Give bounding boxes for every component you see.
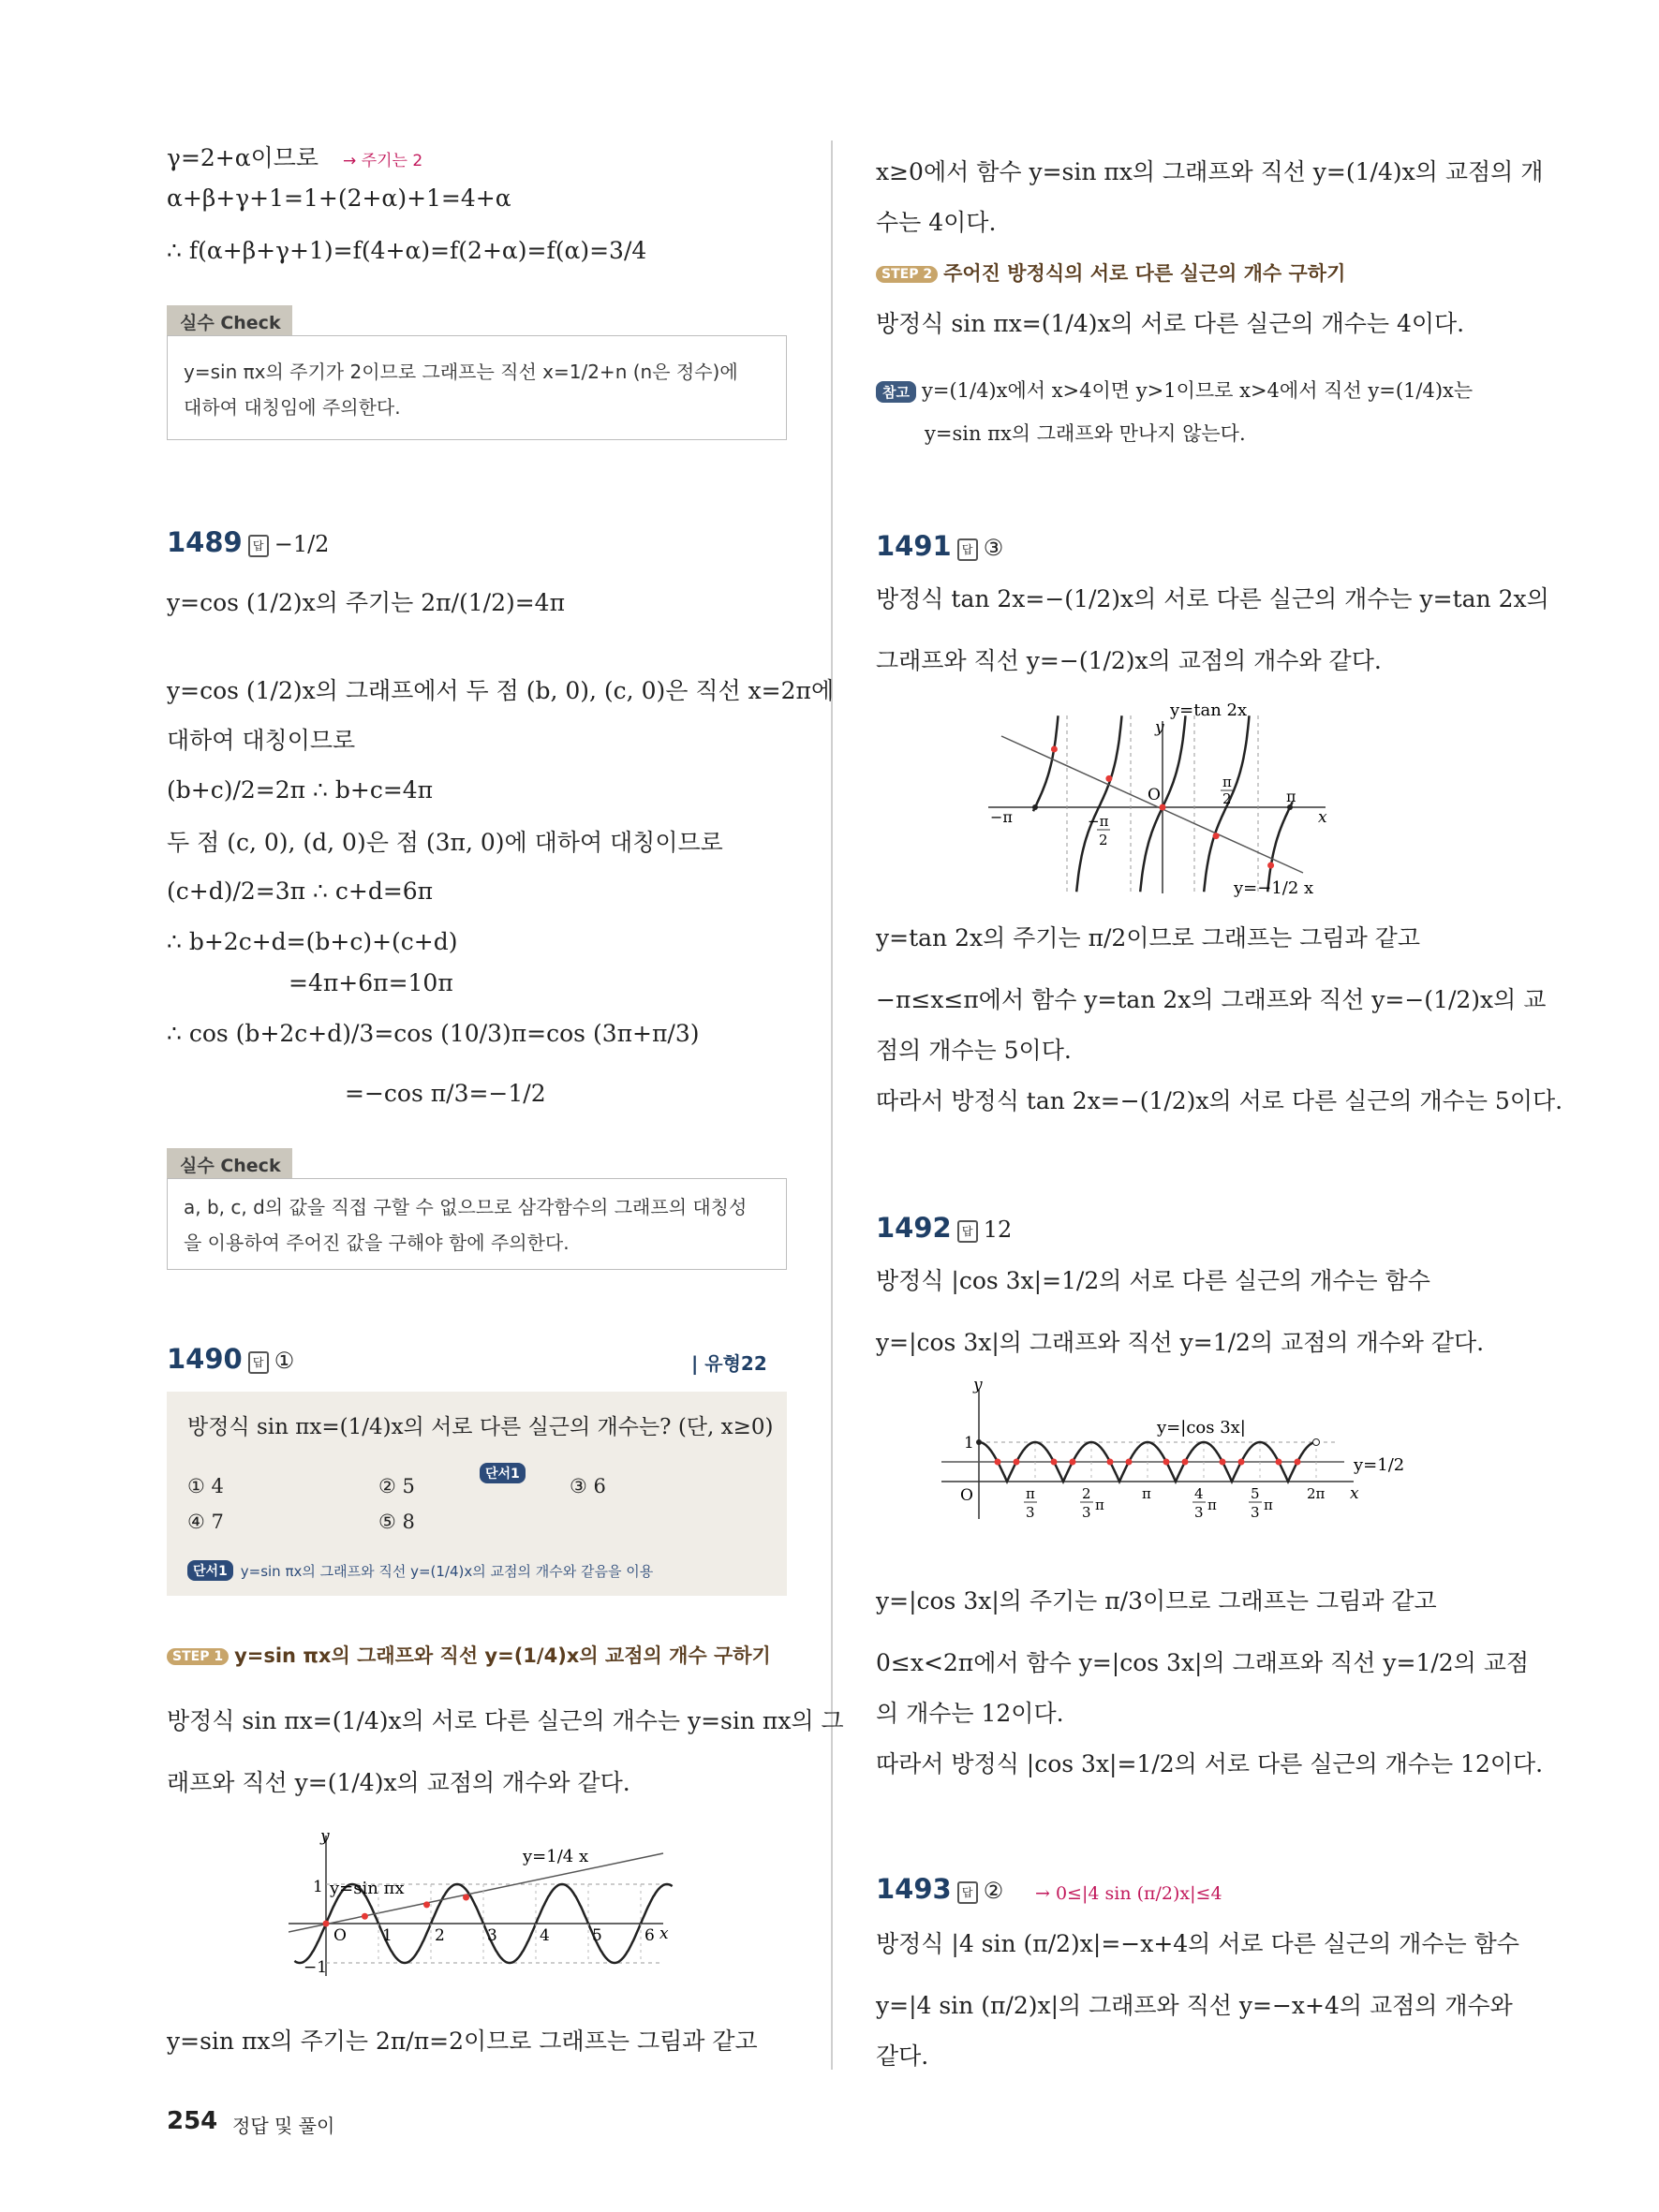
p1489-line-10: =−cos π/3=−1/2	[345, 1080, 546, 1107]
p1489-line-4: (b+c)/2=2π ∴ b+c=4π	[167, 776, 434, 804]
problem-1491-header: 1491 답 ③	[876, 530, 1004, 562]
range-note: → 0≤|4 sin (π/2)x|≤4	[1035, 1883, 1222, 1904]
svg-text:3: 3	[1251, 1504, 1260, 1521]
p1493-line-1: 방정식 |4 sin (π/2)x|=−x+4의 서로 다른 실근의 개수는 함수	[876, 1930, 1519, 1957]
cos-intersection-11	[1295, 1459, 1301, 1466]
sin-tick-1: 1	[382, 1926, 393, 1945]
svg-text:4: 4	[1194, 1485, 1204, 1502]
p1491-line-2: 그래프와 직선 y=−(1/2)x의 교점의 개수와 같다.	[876, 647, 1382, 674]
p1489-line-8: =4π+6π=10π	[289, 969, 453, 996]
tan-branch-1	[1076, 715, 1121, 892]
step2-heading: STEP 2 주어진 방정식의 서로 다른 실근의 개수 구하기	[876, 258, 1345, 287]
chamgo-note: 참고 y=(1/4)x에서 x>4이면 y>1이므로 x>4에서 직선 y=(1/4)x는	[876, 378, 1473, 404]
svg-text:π: π	[1264, 1497, 1273, 1513]
check-text: y=sin πx의 주기가 2이므로 그래프는 직선 x=1/2+n (n은 정수)에 대하여 대칭임에 주의한다.	[184, 361, 738, 419]
cos-intersection-7	[1182, 1459, 1189, 1466]
problem-1493-header: 1493 답 ②	[876, 1873, 1004, 1905]
problem-1490-header: 1490 답 ①	[167, 1343, 295, 1375]
cos-intersection-5	[1126, 1459, 1133, 1466]
step1-line-2: 래프와 직선 y=(1/4)x의 교점의 개수와 같다.	[167, 1769, 630, 1796]
sin-graph	[289, 1826, 832, 1995]
p1492-line-5: 의 개수는 12이다.	[876, 1700, 1064, 1727]
question-text: 방정식 sin πx=(1/4)x의 서로 다른 실근의 개수는? (단, x≥0)	[187, 1415, 774, 1439]
cos-intersection-2	[1051, 1459, 1058, 1466]
answer-icon: 답	[957, 1881, 978, 1904]
cos-intersection-3	[1070, 1459, 1076, 1466]
answer-icon: 답	[248, 1351, 269, 1374]
p1489-line-1: y=cos (1/2)x의 주기는 2π/(1/2)=4π	[167, 589, 566, 616]
answer-icon: 답	[957, 1220, 978, 1243]
svg-text:1: 1	[313, 1878, 323, 1896]
p1489-line-7: ∴ b+2c+d=(b+c)+(c+d)	[167, 928, 458, 955]
svg-text:x: x	[659, 1924, 669, 1943]
svg-text:π: π	[1286, 788, 1296, 805]
hint-line: 단서1 y=sin πx의 그래프와 직선 y=(1/4)x의 교점의 개수와 같음을 이용	[187, 1555, 653, 1582]
chamgo-note-2: y=sin πx의 그래프와 만나지 않는다.	[925, 422, 1246, 445]
cos-intersection-6	[1163, 1459, 1170, 1466]
svg-text:y: y	[320, 1827, 330, 1846]
choice-3[interactable]: ③ 6	[570, 1475, 606, 1497]
tan-curve-label: y=tan 2x	[1170, 700, 1248, 720]
p1492-line-4: 0≤x<2π에서 함수 y=|cos 3x|의 그래프와 직선 y=1/2의 교점	[876, 1649, 1530, 1676]
sin-intersection-1	[362, 1913, 368, 1920]
p1489-line-3: 대하여 대칭이므로	[167, 727, 356, 754]
type-label: | 유형22	[691, 1352, 767, 1375]
p1491-line-4: −π≤x≤π에서 함수 y=tan 2x의 그래프와 직선 y=−(1/2)x의 교	[876, 986, 1547, 1013]
choice-5[interactable]: ⑤ 8	[378, 1511, 415, 1533]
cos-intersection-8	[1220, 1459, 1226, 1466]
svg-text:π: π	[1222, 774, 1232, 790]
svg-text:π: π	[1207, 1497, 1217, 1513]
svg-text:π: π	[1095, 1497, 1104, 1513]
sin-intersection-3	[463, 1894, 469, 1900]
tan-intersection-1	[1105, 775, 1112, 782]
period-note: → 주기는 2	[343, 152, 423, 170]
svg-text:3: 3	[1194, 1504, 1204, 1521]
problem-1489-header: 1489 답 −1/2	[167, 526, 330, 558]
column-divider	[831, 140, 833, 2070]
svg-text:π: π	[1026, 1485, 1035, 1502]
sin-curve-label: y=sin πx	[330, 1879, 405, 1898]
sin-tick-3: 3	[487, 1926, 497, 1945]
tan-intersection-2	[1160, 804, 1166, 811]
p1489-line-9: ∴ cos (b+2c+d)/3=cos (10/3)π=cos (3π+π/3)	[167, 1020, 700, 1047]
sin-intersection-2	[423, 1901, 430, 1908]
step1-heading: STEP 1 y=sin πx의 그래프와 직선 y=(1/4)x의 교점의 개수 구하기	[167, 1641, 771, 1669]
p1493-line-3: 같다.	[876, 2042, 929, 2070]
cos-intersection-10	[1276, 1459, 1282, 1466]
p1492-line-3: y=|cos 3x|의 주기는 π/3이므로 그래프는 그림과 같고	[876, 1587, 1437, 1615]
p1493-line-2: y=|4 sin (π/2)x|의 그래프와 직선 y=−x+4의 교점의 개수와	[876, 1992, 1513, 2019]
cos-intersection-4	[1107, 1459, 1114, 1466]
dan-badge: 단서1	[480, 1457, 526, 1484]
p1491-line-6: 따라서 방정식 tan 2x=−(1/2)x의 서로 다른 실근의 개수는 5이다.	[876, 1087, 1563, 1114]
svg-text:2: 2	[1082, 1485, 1091, 1502]
abs-cos-graph	[941, 1379, 1429, 1556]
p1491-line-5: 점의 개수는 5이다.	[876, 1037, 1072, 1064]
svg-text:3: 3	[1026, 1504, 1035, 1521]
svg-text:y: y	[973, 1379, 983, 1394]
sin-tick-2: 2	[435, 1926, 445, 1945]
cos-line-label: y=1/2	[1354, 1455, 1405, 1475]
cos-intersection-1	[1014, 1459, 1020, 1466]
svg-text:3: 3	[1082, 1504, 1091, 1521]
choice-1[interactable]: ① 4	[187, 1475, 224, 1497]
p1492-line-6: 따라서 방정식 |cos 3x|=1/2의 서로 다른 실근의 개수는 12이다.	[876, 1750, 1544, 1777]
r1490-line-2: 수는 4이다.	[876, 209, 997, 236]
page-number: 254	[167, 2107, 218, 2135]
svg-text:2: 2	[1099, 832, 1108, 848]
sin-tick-4: 4	[540, 1926, 550, 1945]
tan-intersection-3	[1213, 833, 1220, 839]
svg-text:−π: −π	[1088, 813, 1109, 830]
tan-intersection-4	[1267, 863, 1274, 869]
cont-line-1: γ=2+α이므로 → 주기는 2	[167, 144, 423, 171]
sin-intersection-0	[323, 1921, 330, 1927]
origin-label: O	[1148, 786, 1161, 804]
r1490-line-1: x≥0에서 함수 y=sin πx의 그래프와 직선 y=(1/4)x의 교점의 개	[876, 158, 1544, 185]
svg-text:O: O	[960, 1486, 973, 1505]
check-text-2: a, b, c, d의 값을 직접 구할 수 없으므로 삼각함수의 그래프의 대칭성 을 이용하여 주어진 값을 구해야 함에 주의한다.	[184, 1196, 748, 1254]
cos-intersection-0	[995, 1459, 1001, 1466]
svg-text:x: x	[1318, 808, 1327, 827]
p1491-line-1: 방정식 tan 2x=−(1/2)x의 서로 다른 실근의 개수는 y=tan 2x의	[876, 585, 1549, 612]
step1-line-3: y=sin πx의 주기는 2π/π=2이므로 그래프는 그림과 같고	[167, 2028, 758, 2055]
origin-label: O	[333, 1926, 347, 1945]
sin-line-label: y=1/4 x	[523, 1847, 589, 1866]
p1489-line-5: 두 점 (c, 0), (d, 0)은 점 (3π, 0)에 대하여 대칭이므로	[167, 829, 723, 856]
p1489-line-2: y=cos (1/2)x의 그래프에서 두 점 (b, 0), (c, 0)은 직선 x=2π에	[167, 677, 835, 704]
p1489-line-6: (c+d)/2=3π ∴ c+d=6π	[167, 877, 434, 905]
svg-text:π: π	[1142, 1485, 1151, 1502]
answer-icon: 답	[248, 535, 269, 557]
p1491-line-3: y=tan 2x의 주기는 π/2이므로 그래프는 그림과 같고	[876, 924, 1420, 951]
choice-2[interactable]: ② 5	[378, 1475, 415, 1497]
check-tab-2: 실수 Check	[167, 1148, 292, 1181]
sin-tick-5: 5	[592, 1926, 602, 1945]
svg-text:x: x	[1350, 1484, 1359, 1503]
problem-1492-header: 1492 답 12	[876, 1212, 1013, 1244]
cos-intersection-9	[1238, 1459, 1245, 1466]
cos-curve-label: y=|cos 3x|	[1157, 1418, 1246, 1438]
tan-graph	[988, 697, 1363, 903]
p1492-line-2: y=|cos 3x|의 그래프와 직선 y=1/2의 교점의 개수와 같다.	[876, 1329, 1485, 1356]
svg-text:y: y	[1155, 718, 1164, 737]
tan-branch-0	[1033, 715, 1059, 811]
svg-text:−1: −1	[304, 1958, 328, 1977]
answer-icon: 답	[957, 538, 978, 561]
r1490-line-3: 방정식 sin πx=(1/4)x의 서로 다른 실근의 개수는 4이다.	[876, 310, 1465, 337]
page-label: 정답 및 풀이	[232, 2115, 335, 2137]
check-tab: 실수 Check	[167, 305, 292, 338]
p1492-line-1: 방정식 |cos 3x|=1/2의 서로 다른 실근의 개수는 함수	[876, 1267, 1430, 1294]
tan-endpoint-left	[1032, 804, 1038, 810]
cont-line-2: α+β+γ+1=1+(2+α)+1=4+α	[167, 184, 511, 212]
choice-4[interactable]: ④ 7	[187, 1511, 224, 1533]
tan-line-label: y=−1/2 x	[1234, 878, 1314, 898]
sin-tick-6: 6	[644, 1926, 655, 1945]
svg-text:2: 2	[1222, 790, 1232, 807]
svg-text:1: 1	[964, 1434, 974, 1453]
cont-line-3: ∴ f(α+β+γ+1)=f(4+α)=f(2+α)=f(α)=3/4	[167, 237, 647, 264]
svg-text:5: 5	[1251, 1485, 1260, 1502]
step1-line-1: 방정식 sin πx=(1/4)x의 서로 다른 실근의 개수는 y=sin πx의 그	[167, 1707, 844, 1734]
tan-intersection-0	[1051, 745, 1058, 752]
svg-text:2π: 2π	[1307, 1485, 1326, 1502]
svg-text:−π: −π	[990, 808, 1013, 826]
